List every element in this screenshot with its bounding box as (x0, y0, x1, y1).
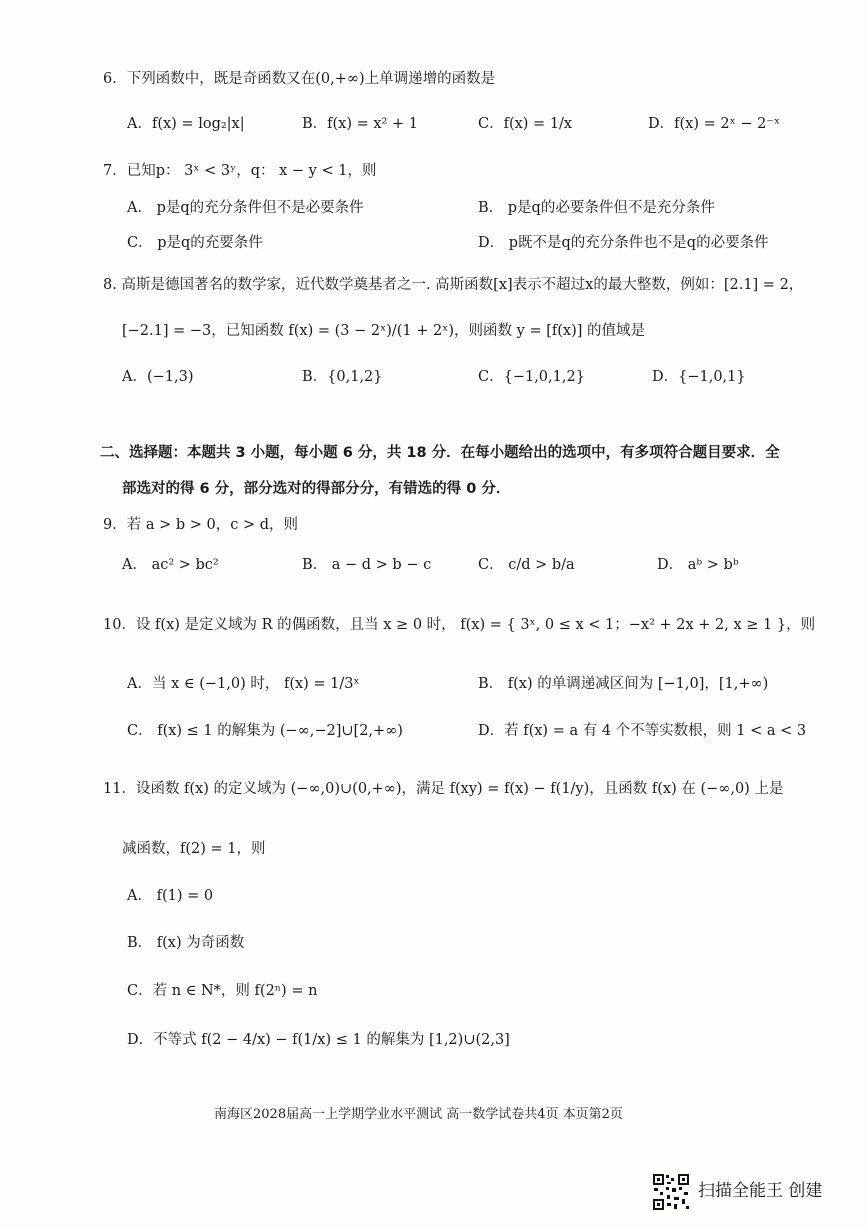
question-9-option-b: B． a − d > b − c (302, 557, 432, 573)
question-10-stem: 10．设 f(x) 是定义域为 R 的偶函数，且当 x ≥ 0 时， f(x) = { 3ˣ, 0 ≤ x < 1；−x² + 2x + 2, x ≥ 1 }，则 (103, 617, 816, 633)
question-7-stem: 7．已知p： 3ˣ < 3ʸ，q： x − y < 1，则 (103, 163, 377, 179)
question-6-option-a: A．f(x) = log₂|x| (127, 116, 245, 132)
question-11-option-c: C．若 n ∈ N*，则 f(2ⁿ) = n (127, 983, 318, 999)
question-11-option-a: A． f(1) = 0 (127, 888, 214, 904)
question-8-option-b: B．{0,1,2} (302, 369, 383, 385)
question-11-option-d: D．不等式 f(2 − 4/x) − f(1/x) ≤ 1 的解集为 [1,2)∪(2,3] (127, 1032, 510, 1048)
scanner-watermark-label: 扫描全能王 创建 (698, 1181, 823, 1201)
question-8-option-c: C．{−1,0,1,2} (478, 369, 585, 385)
question-8-stem-line2: [−2.1] = −3，已知函数 f(x) = (3 − 2ˣ)/(1 + 2ˣ)，则函数 y = [f(x)] 的值域是 (122, 323, 645, 339)
question-7-option-d: D． p既不是q的充分条件也不是q的必要条件 (478, 235, 769, 251)
question-7-option-c: C． p是q的充要条件 (127, 235, 263, 251)
question-6-option-d: D．f(x) = 2ˣ − 2⁻ˣ (648, 116, 781, 132)
question-10-option-a: A．当 x ∈ (−1,0) 时， f(x) = 1/3ˣ (127, 676, 360, 692)
question-7-option-a: A． p是q的充分条件但不是必要条件 (127, 200, 364, 216)
question-6-option-b: B．f(x) = x² + 1 (302, 116, 418, 132)
question-10-option-d: D．若 f(x) = a 有 4 个不等实数根，则 1 < a < 3 (478, 723, 807, 739)
question-8-option-d: D．{−1,0,1} (652, 369, 746, 385)
question-9-option-c: C． c/d > b/a (478, 557, 575, 573)
question-6-option-c: C．f(x) = 1/x (478, 116, 573, 132)
question-11-option-b: B． f(x) 为奇函数 (127, 935, 245, 951)
page-footer: 南海区2028届高一上学期学业水平测试 高一数学试卷共4页 本页第2页 (214, 1107, 623, 1122)
question-6-stem: 6．下列函数中，既是奇函数又在(0,+∞)上单调递增的函数是 (103, 71, 496, 87)
question-7-option-b: B． p是q的必要条件但不是充分条件 (478, 200, 715, 216)
question-8-option-a: A．(−1,3) (122, 369, 194, 385)
question-8-stem-line1: 8. 高斯是德国著名的数学家，近代数学奠基者之一. 高斯函数[x]表示不超过x的最大整数，例如：[2.1] = 2， (103, 277, 804, 293)
question-10-option-b: B． f(x) 的单调递减区间为 [−1,0]，[1,+∞) (478, 676, 769, 692)
section-2-heading-line2: 部选对的得 6 分，部分选对的得部分分，有错选的得 0 分． (122, 481, 511, 497)
question-11-stem-line1: 11．设函数 f(x) 的定义域为 (−∞,0)∪(0,+∞)，满足 f(xy) = f(x) − f(1/y)，且函数 f(x) 在 (−∞,0) 上是 (103, 781, 784, 797)
section-2-heading-line1: 二、选择题：本题共 3 小题，每小题 6 分，共 18 分．在每小题给出的选项中，有多项符合题目要求．全 (100, 445, 780, 461)
question-10-option-c: C． f(x) ≤ 1 的解集为 (−∞,−2]∪[2,+∞) (127, 723, 403, 739)
question-9-option-a: A． ac² > bc² (122, 557, 219, 573)
question-9-stem: 9．若 a > b > 0，c > d，则 (103, 517, 298, 533)
qr-code-icon (652, 1173, 690, 1211)
question-11-stem-line2: 减函数，f(2) = 1，则 (122, 841, 266, 857)
question-9-option-d: D． aᵇ > bᵇ (657, 557, 739, 573)
